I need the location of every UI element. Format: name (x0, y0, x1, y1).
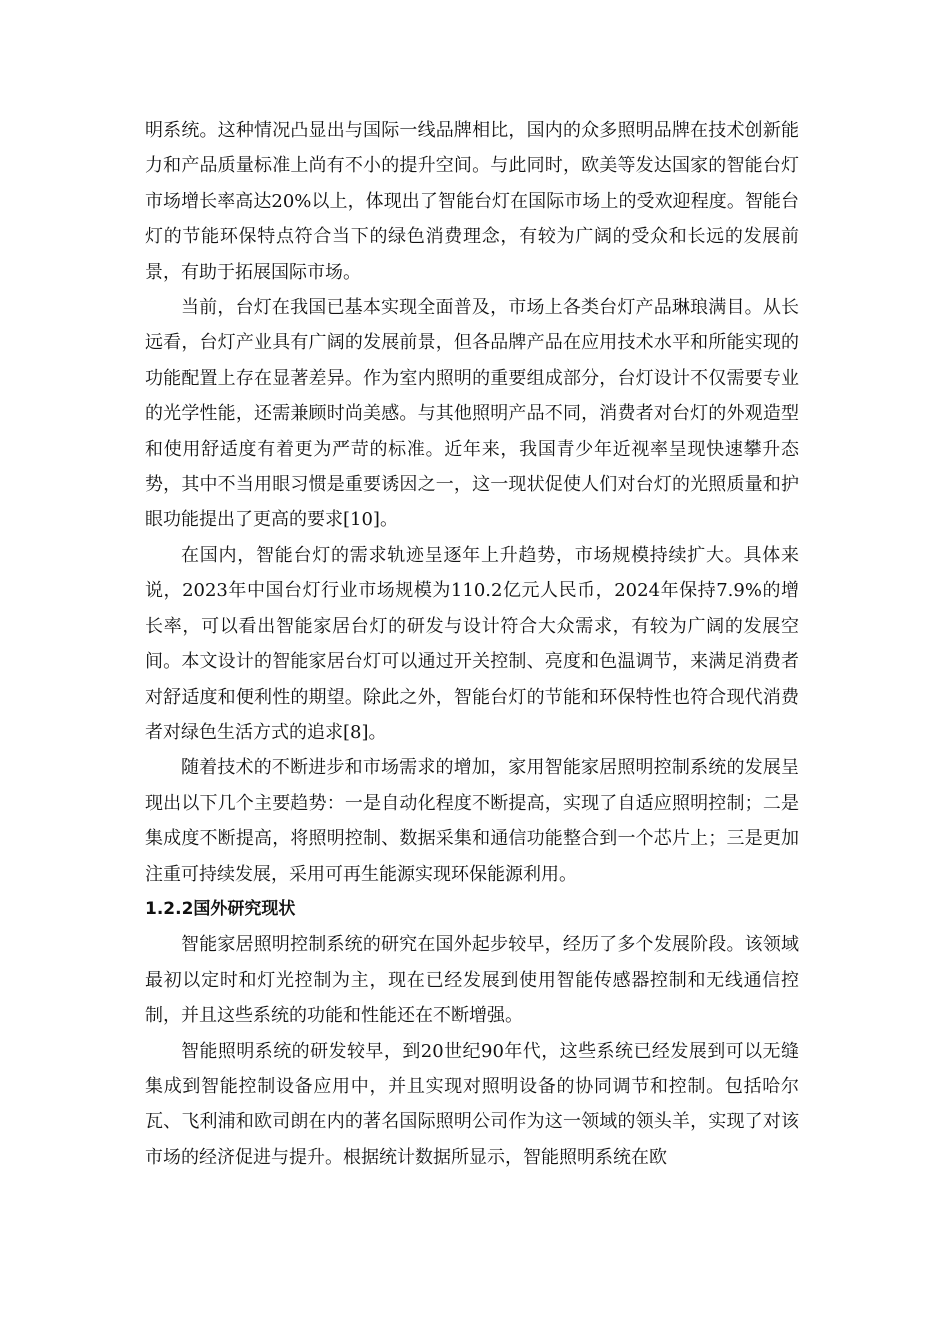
paragraph-development-trends: 随着技术的不断进步和市场需求的增加，家用智能家居照明控制系统的发展呈现出以下几个主要趋势：一是自动化程度不断提高，实现了自适应照明控制；二是集成度不断提高，将照明控制、数据采集和通信功能整合到一个芯片上；三是更加注重可持续发展，采用可再生能源实现环保能源利用。 (145, 757, 799, 885)
paragraph-foreign-early-research: 智能家居照明控制系统的研究在国外起步较早，经历了多个发展阶段。该领域最初以定时和灯光控制为主，现在已经发展到使用智能传感器控制和无线通信控制，并且这些系统的功能和性能还在不断增强。 (145, 934, 799, 1027)
paragraph-domestic-market: 在国内，智能台灯的需求轨迹呈逐年上升趋势，市场规模持续扩大。具体来说，2023年中国台灯行业市场规模为110.2亿元人民币，2024年保持7.9%的增长率，可以看出智能家居台灯的研发与设计符合大众需求，有较为广阔的发展空间。本文设计的智能家居台灯可以通过开关控制、亮度和色温调节，来满足消费者对舒适度和便利性的期望。除此之外，智能台灯的节能和环保特性也符合现代消费者对绿色生活方式的追求[8]。 (145, 544, 799, 743)
paragraph-continued: 明系统。这种情况凸显出与国际一线品牌相比，国内的众多照明品牌在技术创新能力和产品质量标准上尚有不小的提升空间。与此同时，欧美等发达国家的智能台灯市场增长率高达20%以上，体现出了智能台灯在国际市场上的受欢迎程度。智能台灯的节能环保特点符合当下的绿色消费理念，有较为广阔的受众和长远的发展前景，有助于拓展国际市场。 (145, 120, 799, 283)
paragraph-current-market: 当前，台灯在我国已基本实现全面普及，市场上各类台灯产品琳琅满目。从长远看，台灯产业具有广阔的发展前景，但各品牌产品在应用技术水平和所能实现的功能配置上存在显著差异。作为室内照明的重要组成部分，台灯设计不仅需要专业的光学性能，还需兼顾时尚美感。与其他照明产品不同，消费者对台灯的外观造型和使用舒适度有着更为严苛的标准。近年来，我国青少年近视率呈现快速攀升态势，其中不当用眼习惯是重要诱因之一，这一现状促使人们对台灯的光照质量和护眼功能提出了更高的要求[10]。 (145, 297, 799, 531)
document-body (145, 113, 799, 1175)
paragraph-foreign-development: 智能照明系统的研发较早，到20世纪90年代，这些系统已经发展到可以无缝集成到智能控制设备应用中，并且实现对照明设备的协同调节和控制。包括哈尔瓦、飞利浦和欧司朗在内的著名国际照明公司作为这一领域的领头羊，实现了对该市场的经济促进与提升。根据统计数据所显示，智能照明系统在欧 (145, 1040, 799, 1168)
section-heading: 1.2.2国外研究现状 (145, 898, 296, 919)
